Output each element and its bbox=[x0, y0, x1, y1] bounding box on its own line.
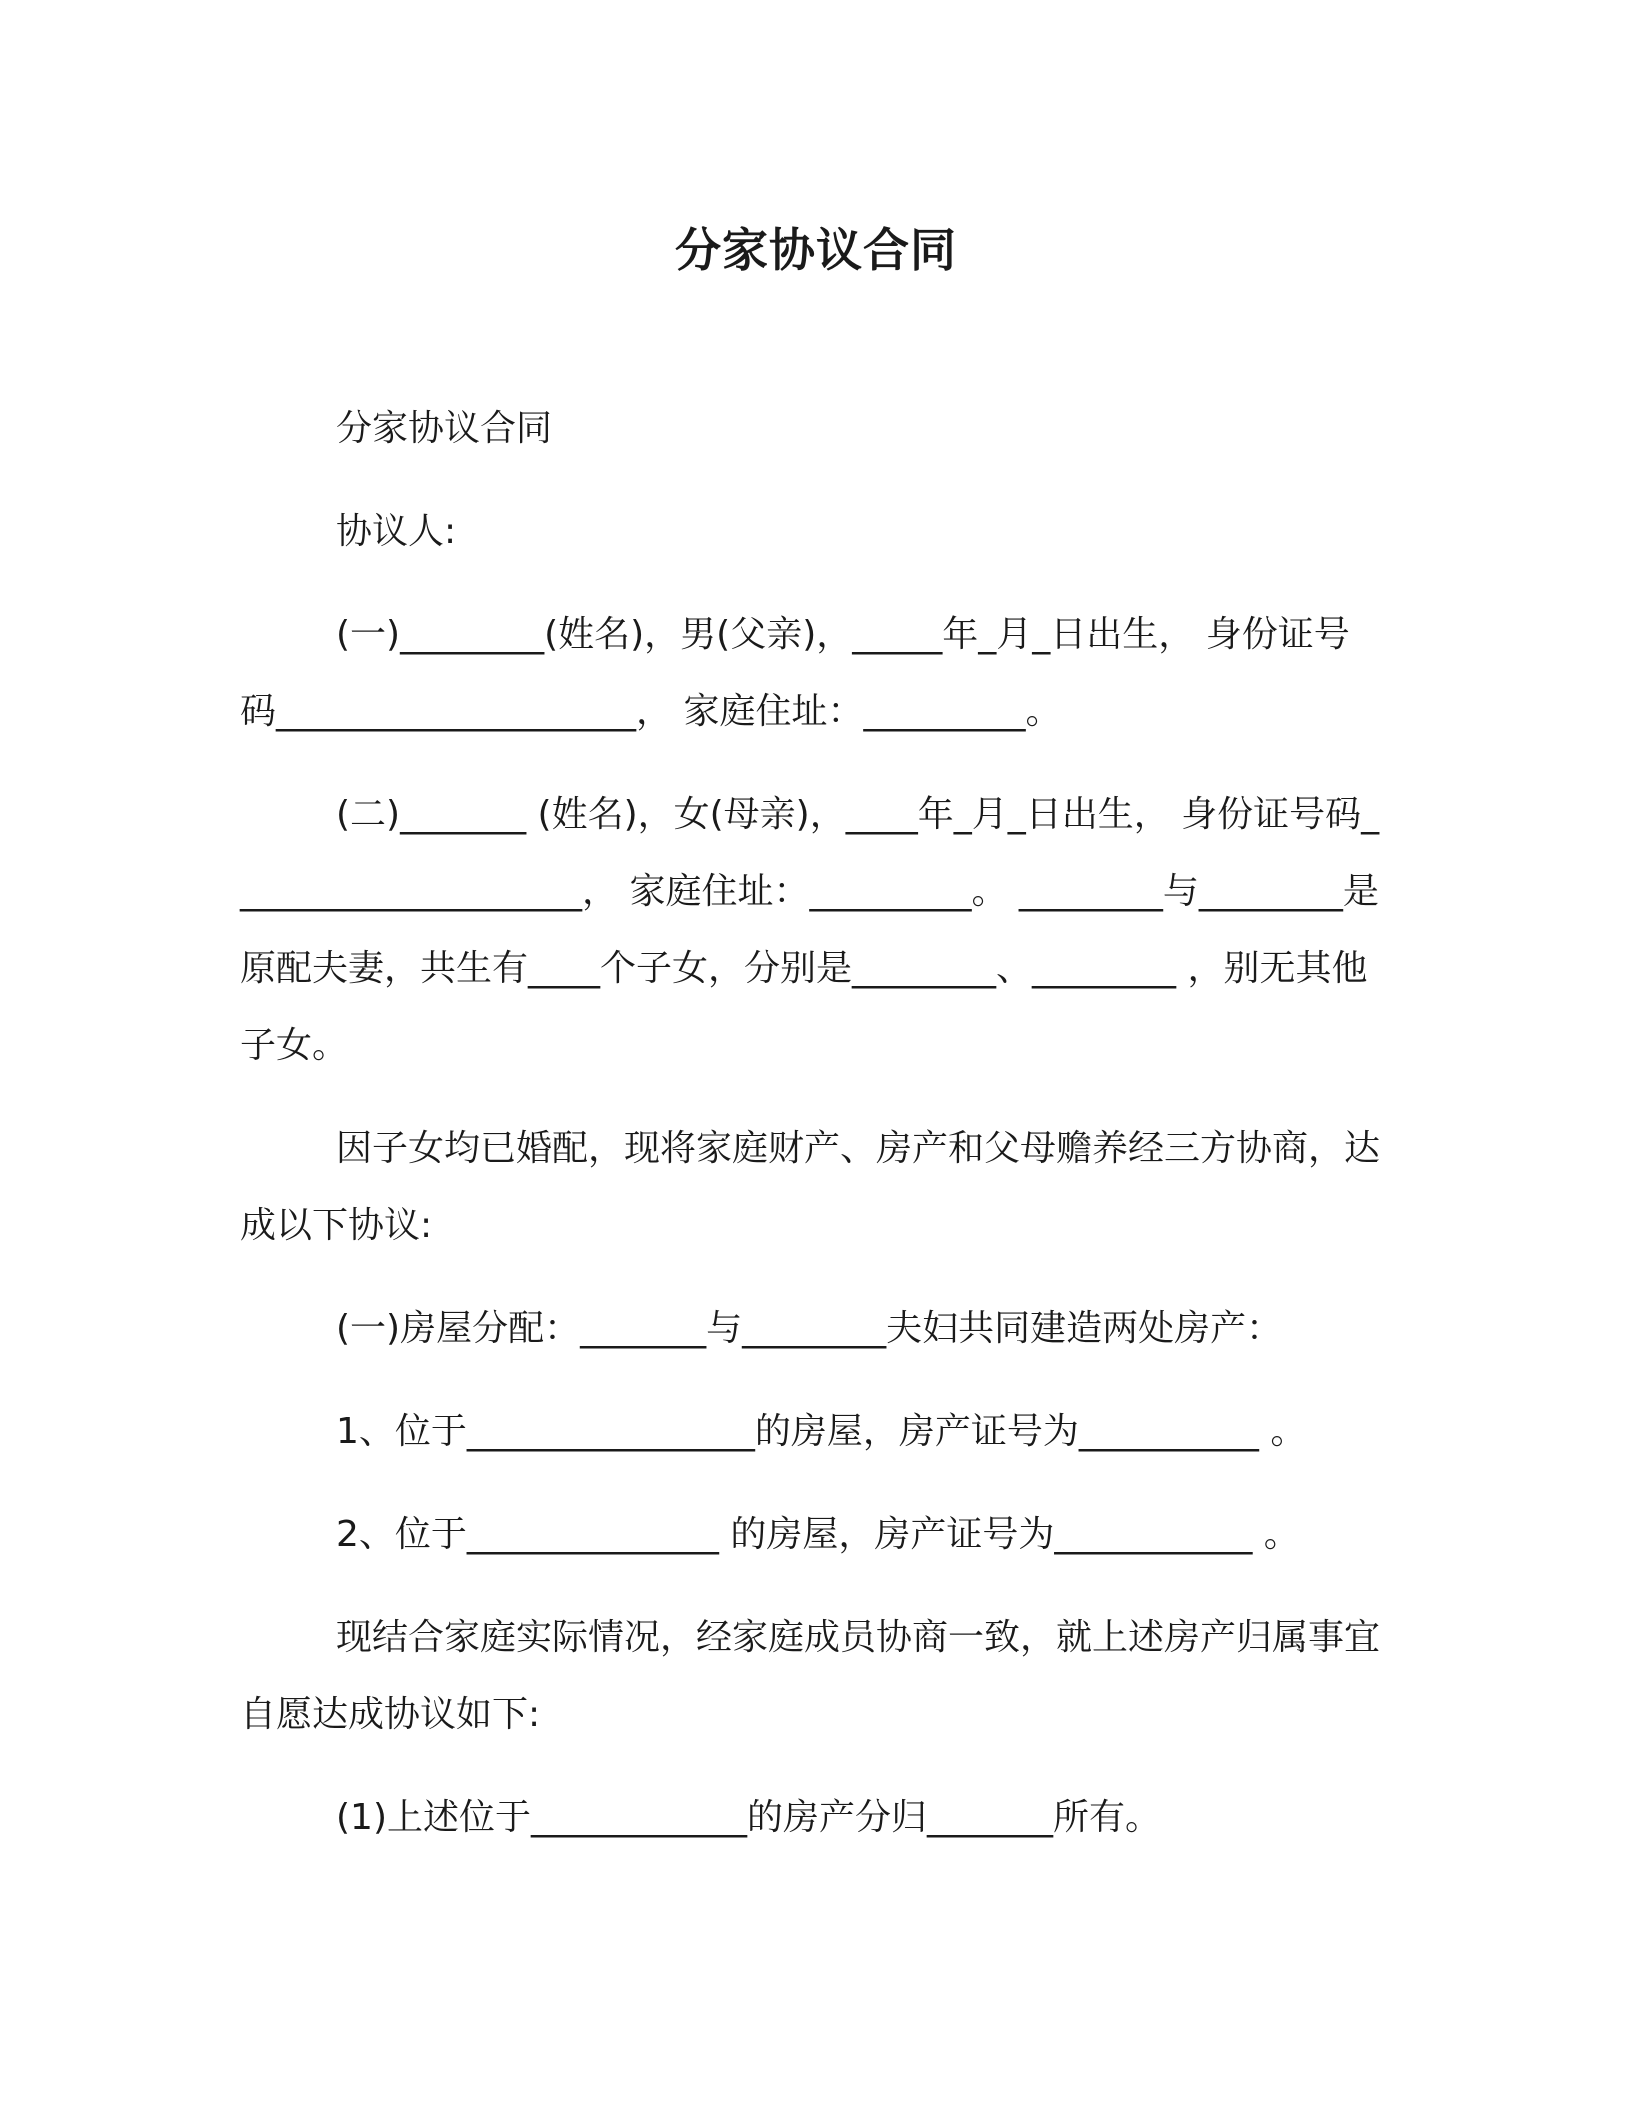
paragraph-clause-1: (1)上述位于____________的房产分归_______所有。 bbox=[336, 1797, 1161, 1838]
paragraph-house-2: 2、位于______________ 的房屋，房产证号为___________ 。 bbox=[336, 1514, 1300, 1555]
paragraph-parties-label: 协议人: bbox=[336, 511, 457, 552]
paragraph-preamble: 因子女均已婚配，现将家庭财产、房产和父母赡养经三方协商，达成以下协议: bbox=[240, 1128, 1381, 1246]
paragraph-party-mother: (二)_______ (姓名)，女(母亲)，____年_月_日出生， 身份证号码____________________， 家庭住址：_________。 ________与________是原配夫妻，共生有____个子女，分别是________、________ ，别无其他子女。 bbox=[240, 794, 1380, 1066]
paragraph-house-allocation: (一)房屋分配：_______与________夫妇共同建造两处房产： bbox=[336, 1308, 1283, 1349]
paragraph-house-1: 1、位于________________的房屋，房产证号为__________ 。 bbox=[336, 1411, 1307, 1452]
paragraph-agreement-intro: 现结合家庭实际情况，经家庭成员协商一致，就上述房产归属事宜自愿达成协议如下: bbox=[240, 1617, 1381, 1735]
document-body bbox=[240, 390, 1380, 1882]
paragraph-heading: 分家协议合同 bbox=[336, 408, 553, 449]
paragraph-party-father: (一)________(姓名)，男(父亲)，_____年_月_日出生， 身份证号码____________________， 家庭住址：_________。 bbox=[240, 614, 1350, 732]
document-title: 分家协议合同 bbox=[675, 223, 957, 277]
